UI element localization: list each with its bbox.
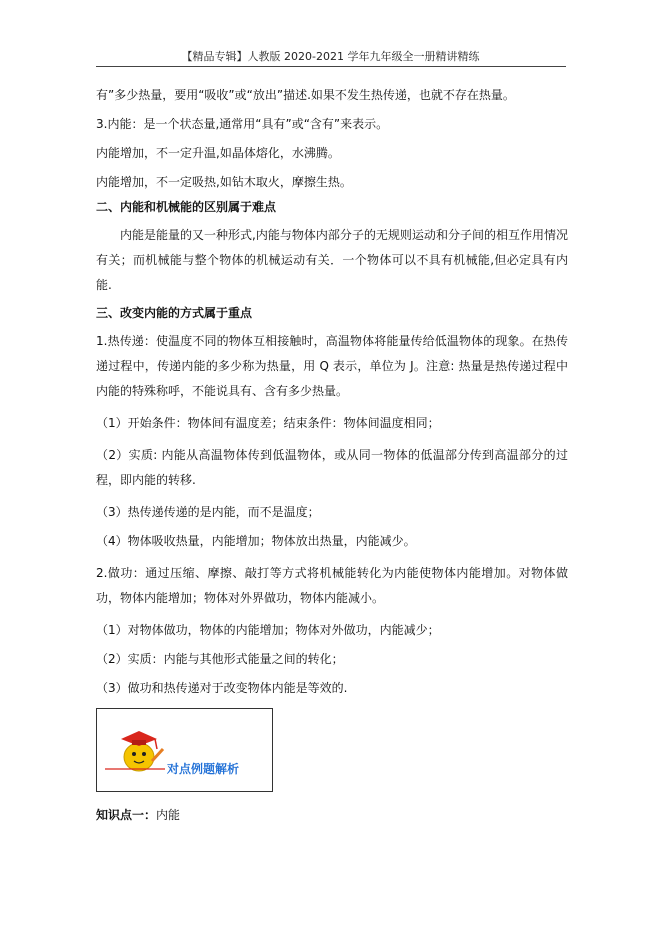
paragraph-doing-work: 2.做功：通过压缩、摩擦、敲打等方式将机械能转化为内能使物体内能增加。对物体做功，物体内能增加；物体对外界做功，物体内能减小。: [96, 566, 568, 605]
paragraph-heat-transfer-what: （3）热传递传递的是内能，而不是温度；: [96, 505, 320, 519]
paragraph-internal-vs-mechanical: 内能是能量的又一种形式,内能与物体内部分子的无规则运动和分子间的相互作用情况有关；而机械能与整个物体的机械运动有关．一个物体可以不具有机械能,但必定具有内能.: [96, 228, 568, 292]
page-header: 【精品专辑】人教版 2020-2021 学年九年级全一册精讲精练: [181, 50, 480, 63]
header-rule: [96, 66, 566, 67]
knowledge-point: [96, 806, 568, 825]
paragraph-work-on-object: （1）对物体做功，物体的内能增加；物体对外做功，内能减少；: [96, 623, 440, 637]
section-heading-3: 三、改变内能的方式属于重点: [96, 306, 253, 320]
paragraph-increase-no-temp-rise: 内能增加，不一定升温,如晶体熔化，水沸腾。: [96, 146, 340, 160]
paragraph-absorb-release: （4）物体吸收热量，内能增加；物体放出热量，内能减少。: [96, 534, 416, 548]
knowledge-point-label: 知识点一：: [96, 808, 157, 822]
paragraph-work-essence: （2）实质：内能与其他形式能量之间的转化；: [96, 652, 344, 666]
mascot-graduation-icon: [97, 709, 272, 791]
paragraph-heat-transfer: 1.热传递：使温度不同的物体互相接触时，高温物体将能量传给低温物体的现象。在热传递过程中，传递内能的多少称为热量，用 Q 表示，单位为 J。注意: 热量是热传递过程中内能的特殊称呼，不能说具有、含有多少热量。: [96, 334, 568, 398]
paragraph-equivalence: （3）做功和热传递对于改变物体内能是等效的.: [96, 681, 348, 695]
paragraph-increase-no-heat-absorb: 内能增加，不一定吸热,如钻木取火，摩擦生热。: [96, 175, 352, 189]
section-heading-2: 二、内能和机械能的区别属于难点: [96, 200, 277, 214]
knowledge-point-topic: 内能: [156, 808, 181, 822]
paragraph-heat-transfer-essence: （2）实质: 内能从高温物体传到低温物体，或从同一物体的低温部分传到高温部分的过程，即内能的转移.: [96, 448, 568, 487]
banner-title: 对点例题解析: [167, 762, 240, 776]
example-analysis-banner: [96, 708, 273, 792]
paragraph-internal-energy-state: 3.内能：是一个状态量,通常用“具有”或“含有”来表示。: [96, 117, 389, 131]
document-body: [96, 86, 568, 825]
paragraph-heat-description: 有”多少热量，要用“吸收”或“放出”描述.如果不发生热传递，也就不存在热量。: [96, 88, 515, 102]
paragraph-heat-transfer-condition: （1）开始条件：物体间有温度差；结束条件：物体间温度相同；: [96, 416, 440, 430]
